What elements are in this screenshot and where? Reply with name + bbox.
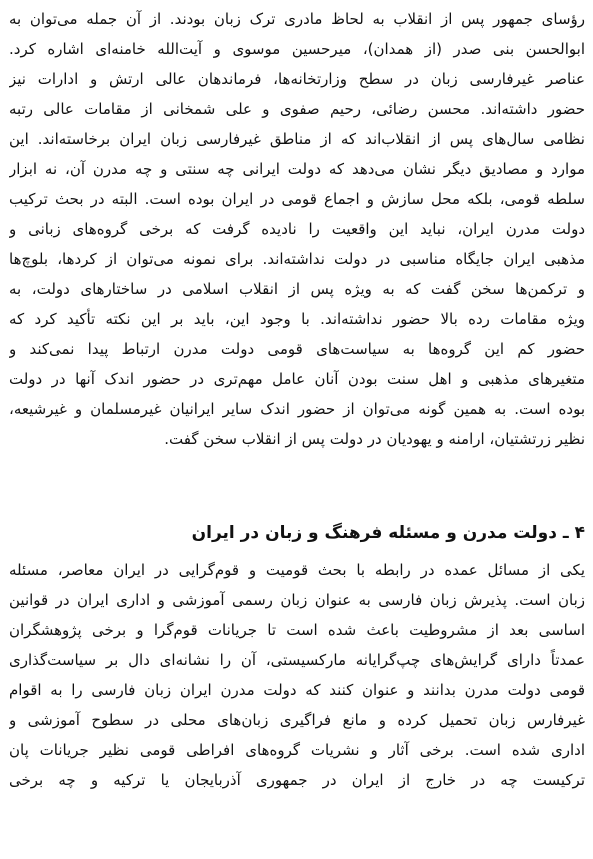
text-line: سلطه قومی، بلکه محل سازش و اجماع قومی در ایران بوده است. البته در بحث ترکیب [9, 190, 585, 208]
paragraph-ethnic-composition [9, 4, 585, 454]
text-line: موارد و مصادیق دیگر نشان می‌دهد که دولت ایرانی چه سنتی و چه مدرن آن، نه ابزار [9, 160, 585, 178]
section-heading: ۴ ـ دولت مدرن و مسئله فرهنگ و زبان در ایران [191, 523, 585, 543]
text-line: رؤسای جمهور پس از انقلاب به لحاظ مادری ترک زبان بودند. از آن جمله می‌توان به [9, 10, 585, 28]
text-line: عمدتاً دارای گرایش‌های چپ‌گرایانه مارکسیستی، آن را نشانه‌ای دال بر سیاست‌گذاری [9, 651, 585, 669]
text-line: متغیرهای مذهبی و اهل سنت بودن آنان عامل مهم‌تری در حضور اندک آنها در دولت [9, 370, 585, 388]
text-line: غیرفارس زبان تحمیل کرده و مانع فراگیری زبان‌های محلی در سطوح آموزشی و [9, 711, 585, 729]
text-line: نظامی سال‌های پس از انقلاب‌اند که از مناطق غیرفارسی زبان ایران برخاسته‌اند. این [9, 130, 585, 148]
text-line: مذهبی ایران جایگاه مناسبی در دولت نداشته‌اند. برای نمونه می‌توان از کردها، بلوچ‌ها [9, 250, 585, 268]
text-line: و ترکمن‌ها سخن گفت که به ویژه پس از انقلاب اسلامی در ساختارهای دولت، به [9, 280, 585, 298]
text-line: اساسی بعد از مشروطیت باعث شده است تا جریانات قوم‌گرا و برخی پژوهشگران [9, 621, 585, 639]
text-line: ویژه مقامات رده بالا حضور نداشته‌اند. با وجود این، باید بر این نکته تأکید کرد که [9, 310, 585, 328]
text-line: زبان است. پذیرش زبان فارسی به عنوان زبان رسمی آموزشی و اداری ایران در قوانین [9, 591, 585, 609]
text-line: قومی دولت مدرن بدانند و عنوان کنند که دولت مدرن ایران زبان فارسی را به اقوام [9, 681, 585, 699]
text-line: ابوالحسن بنی صدر (از همدان)، میرحسین موسوی و آیت‌الله خامنه‌ای اشاره کرد. [9, 40, 585, 58]
text-line: ترکیست چه در خارج از ایران در جمهوری آذربایجان یا ترکیه و چه برخی [9, 771, 585, 789]
paragraph-language-issue [9, 555, 585, 795]
text-line: یکی از مسائل عمده در رابطه با بحث قومیت و قوم‌گرایی در ایران معاصر، مسئله [9, 561, 585, 579]
text-line: حضور داشته‌اند. محسن رضائی، رحیم صفوی و علی شمخانی از مقامات عالی رتبه [9, 100, 585, 118]
text-line: حضور کم این گروه‌ها به سیاست‌های قومی دولت مدرن ارتباط پیدا نمی‌کند و [9, 340, 585, 358]
text-line: اداری شده است. برخی آثار و نشریات گروه‌های افراطی قومی نظیر جریانات پان [9, 741, 585, 759]
text-line: عناصر غیرفارسی زبان در سطح وزارتخانه‌ها، فرماندهان عالی ارتش و ادارات نیز [9, 70, 585, 88]
text-line: دولت مدرن ایران، نباید این واقعیت را نادیده گرفت که برخی گروه‌های زبانی و [9, 220, 585, 238]
text-line: نظیر زرتشتیان، ارامنه و یهودیان در دولت پس از انقلاب سخن گفت. [164, 430, 585, 448]
text-line: بوده است. به همین گونه می‌توان از حضور اندک سایر ایرانیان غیرمسلمان و غیرشیعه، [9, 400, 585, 418]
